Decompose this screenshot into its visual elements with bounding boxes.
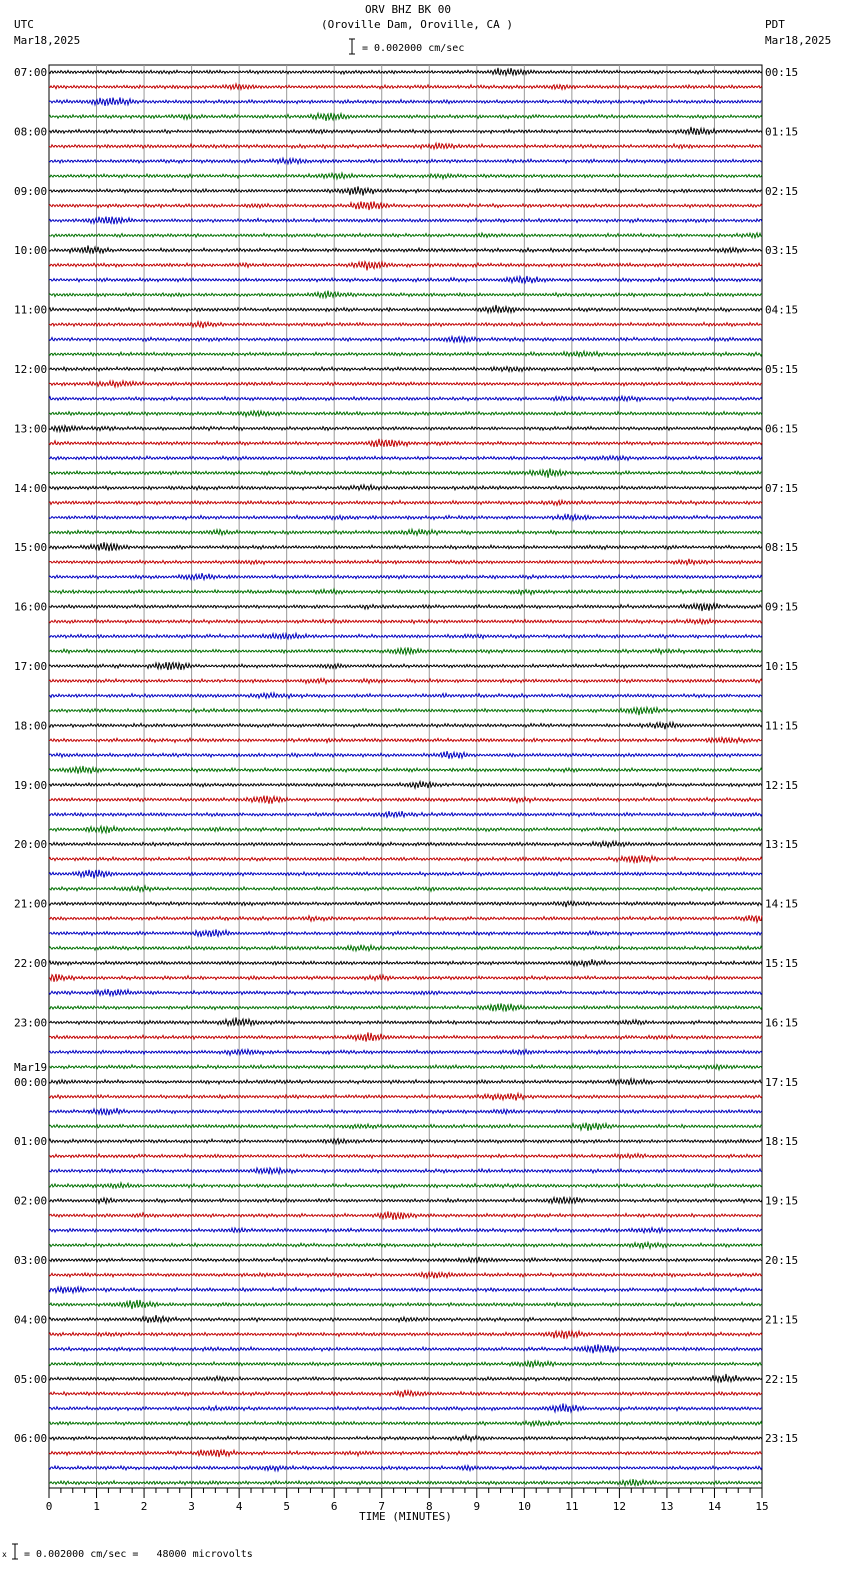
trace-line xyxy=(49,901,762,907)
row-label-pdt: 05:15 xyxy=(765,363,799,376)
trace-line xyxy=(49,1435,762,1441)
trace-line xyxy=(49,766,762,774)
trace-line xyxy=(49,573,762,580)
trace-line xyxy=(49,1344,762,1353)
trace-line xyxy=(49,1093,762,1100)
trace-line xyxy=(49,500,762,505)
axis-labels xyxy=(14,66,798,1523)
trace-line xyxy=(49,1139,762,1144)
trace-line xyxy=(49,233,762,238)
row-label-pdt: 09:15 xyxy=(765,600,799,614)
trace-line xyxy=(49,693,762,698)
trace-line xyxy=(49,1450,762,1458)
row-label-utc: 12:00 xyxy=(14,363,48,376)
trace-line xyxy=(49,1003,762,1011)
trace-line xyxy=(49,1466,762,1471)
row-label-pdt: 07:15 xyxy=(765,481,799,495)
trace-line xyxy=(49,1257,762,1263)
row-label-utc: 13:00 xyxy=(14,422,48,436)
trace-line xyxy=(49,468,762,477)
trace-line xyxy=(49,246,762,254)
date-change-label: Mar19 xyxy=(14,1060,48,1074)
trace-line xyxy=(49,811,762,817)
trace-line xyxy=(49,143,762,149)
trace-line xyxy=(49,291,762,298)
x-tick-label: 15 xyxy=(755,1500,769,1513)
trace-line xyxy=(49,870,762,879)
trace-line xyxy=(49,855,762,863)
row-label-pdt: 12:15 xyxy=(765,778,799,792)
trace-line xyxy=(49,1228,762,1233)
trace-line xyxy=(49,542,762,551)
trace-line xyxy=(49,1065,762,1070)
row-label-utc: 23:00 xyxy=(14,1016,48,1030)
trace-line xyxy=(49,751,762,759)
trace-line xyxy=(49,796,762,804)
trace-line xyxy=(49,367,762,372)
station-title: ORV BHZ BK 00 xyxy=(364,3,452,16)
trace-line xyxy=(49,1049,762,1055)
row-label-utc: 15:00 xyxy=(14,541,48,555)
trace-line xyxy=(49,98,762,106)
row-label-utc: 09:00 xyxy=(14,184,48,198)
row-label-utc: 00:00 xyxy=(14,1075,48,1089)
trace-line xyxy=(49,915,762,922)
trace-line xyxy=(49,1315,762,1323)
trace-line xyxy=(49,456,762,460)
x-tick-label: 0 xyxy=(45,1500,53,1513)
trace-line xyxy=(49,738,762,744)
row-label-pdt: 13:15 xyxy=(765,838,799,852)
row-label-utc: 08:00 xyxy=(14,125,48,139)
trace-line xyxy=(49,127,762,135)
trace-line xyxy=(49,589,762,595)
trace-line xyxy=(49,202,762,211)
trace-line xyxy=(49,68,762,76)
row-label-utc: 10:00 xyxy=(14,244,48,258)
row-label-pdt: 18:15 xyxy=(765,1135,799,1149)
trace-line xyxy=(49,1154,762,1159)
trace-line xyxy=(49,485,762,490)
x-tick-label: 4 xyxy=(235,1500,243,1513)
row-label-pdt: 10:15 xyxy=(765,660,799,673)
trace-line xyxy=(49,1211,762,1219)
row-label-pdt: 16:15 xyxy=(765,1016,799,1030)
row-label-pdt: 02:15 xyxy=(765,184,799,198)
trace-line xyxy=(49,158,762,164)
trace-line xyxy=(49,262,762,271)
trace-line xyxy=(49,1197,762,1204)
x-tick-label: 11 xyxy=(565,1500,579,1513)
row-label-utc: 11:00 xyxy=(14,303,48,317)
right-timezone: PDT xyxy=(765,18,785,31)
row-label-pdt: 19:15 xyxy=(765,1194,799,1208)
left-date: Mar18,2025 xyxy=(14,34,81,47)
trace-line xyxy=(49,989,762,996)
row-label-pdt: 15:15 xyxy=(765,957,799,970)
trace-line xyxy=(49,559,762,565)
trace-line xyxy=(49,396,762,401)
trace-line xyxy=(49,1123,762,1131)
row-label-pdt: 23:15 xyxy=(765,1432,799,1446)
trace-line xyxy=(49,662,762,670)
row-label-utc: 18:00 xyxy=(14,719,48,733)
trace-line xyxy=(49,1361,762,1367)
x-tick-label: 6 xyxy=(330,1500,338,1513)
trace-line xyxy=(49,722,762,729)
trace-line xyxy=(49,1421,762,1426)
trace-line xyxy=(49,529,762,535)
row-label-utc: 05:00 xyxy=(14,1372,48,1386)
row-label-utc: 17:00 xyxy=(14,660,48,673)
trace-line xyxy=(49,1390,762,1397)
trace-group xyxy=(49,68,762,1486)
row-label-pdt: 11:15 xyxy=(765,719,799,733)
row-label-pdt: 08:15 xyxy=(765,541,799,555)
row-label-utc: 04:00 xyxy=(14,1313,48,1327)
row-label-pdt: 17:15 xyxy=(765,1075,799,1089)
row-label-pdt: 06:15 xyxy=(765,422,799,436)
trace-line xyxy=(49,886,762,892)
trace-line xyxy=(49,974,762,982)
trace-line xyxy=(49,679,762,684)
row-label-utc: 06:00 xyxy=(14,1432,48,1446)
trace-line xyxy=(49,648,762,655)
trace-line xyxy=(49,1479,762,1486)
trace-line xyxy=(49,1168,762,1174)
trace-line xyxy=(49,826,762,833)
x-tick-label: 1 xyxy=(93,1500,100,1513)
svg-text:x: x xyxy=(2,1550,7,1559)
trace-line xyxy=(49,1331,762,1339)
x-tick-label: 8 xyxy=(425,1500,433,1513)
x-tick-label: 3 xyxy=(188,1500,195,1513)
trace-line xyxy=(49,1242,762,1248)
trace-line xyxy=(49,84,762,90)
footer-scale-label: = 0.002000 cm/sec = 48000 microvolts xyxy=(24,1549,253,1560)
trace-line xyxy=(49,1079,762,1085)
row-label-pdt: 01:15 xyxy=(765,125,799,139)
trace-line xyxy=(49,173,762,179)
row-label-utc: 02:00 xyxy=(14,1194,48,1208)
row-label-utc: 07:00 xyxy=(14,66,48,79)
x-tick-label: 5 xyxy=(283,1500,290,1513)
trace-line xyxy=(49,514,762,520)
row-label-utc: 22:00 xyxy=(14,957,48,970)
trace-line xyxy=(49,1183,762,1188)
trace-line xyxy=(49,619,762,624)
trace-line xyxy=(49,113,762,121)
row-label-utc: 14:00 xyxy=(14,481,48,495)
trace-line xyxy=(49,1374,762,1383)
x-tick-label: 7 xyxy=(378,1500,386,1513)
row-label-utc: 21:00 xyxy=(14,897,48,911)
trace-line xyxy=(49,381,762,387)
x-tick-label: 2 xyxy=(140,1500,148,1513)
trace-line xyxy=(49,1272,762,1278)
trace-line xyxy=(49,351,762,356)
trace-line xyxy=(49,186,762,195)
trace-line xyxy=(49,276,762,283)
row-label-pdt: 00:15 xyxy=(765,66,799,79)
trace-line xyxy=(49,929,762,937)
trace-line xyxy=(49,841,762,847)
station-location: (Oroville Dam, Oroville, CA ) xyxy=(320,18,514,31)
row-label-pdt: 03:15 xyxy=(765,244,799,258)
trace-line xyxy=(49,633,762,639)
trace-line xyxy=(49,1404,762,1412)
row-label-pdt: 14:15 xyxy=(765,897,799,911)
trace-line xyxy=(49,1287,762,1294)
trace-line xyxy=(49,782,762,789)
x-tick-label: 13 xyxy=(660,1500,674,1513)
trace-line xyxy=(49,1018,762,1026)
footer-scale-bar-icon xyxy=(2,1542,20,1562)
trace-line xyxy=(49,1300,762,1309)
row-label-pdt: 20:15 xyxy=(765,1254,799,1267)
row-label-utc: 20:00 xyxy=(14,838,48,852)
row-label-utc: 01:00 xyxy=(14,1135,48,1149)
trace-line xyxy=(49,426,762,432)
x-tick-label: 12 xyxy=(612,1500,627,1513)
row-label-utc: 19:00 xyxy=(14,778,48,792)
scale-label: = 0.002000 cm/sec xyxy=(362,43,465,54)
trace-line xyxy=(49,945,762,951)
row-label-pdt: 04:15 xyxy=(765,303,799,317)
x-tick-label: 10 xyxy=(517,1500,531,1513)
trace-line xyxy=(49,305,762,313)
trace-line xyxy=(49,1032,762,1041)
trace-line xyxy=(49,1108,762,1115)
row-label-utc: 03:00 xyxy=(14,1254,48,1267)
trace-line xyxy=(49,217,762,225)
left-timezone: UTC xyxy=(14,18,34,31)
x-axis-title: TIME (MINUTES) xyxy=(359,1510,452,1523)
trace-line xyxy=(49,707,762,715)
trace-line xyxy=(49,337,762,343)
row-label-utc: 16:00 xyxy=(14,600,48,614)
trace-line xyxy=(49,959,762,966)
row-label-pdt: 21:15 xyxy=(765,1313,799,1327)
x-tick-label: 14 xyxy=(707,1500,722,1513)
trace-line xyxy=(49,411,762,417)
trace-line xyxy=(49,603,762,611)
row-label-pdt: 22:15 xyxy=(765,1372,799,1386)
x-tick-label: 9 xyxy=(473,1500,481,1513)
trace-line xyxy=(49,439,762,447)
right-date: Mar18,2025 xyxy=(765,34,832,47)
trace-line xyxy=(49,322,762,329)
